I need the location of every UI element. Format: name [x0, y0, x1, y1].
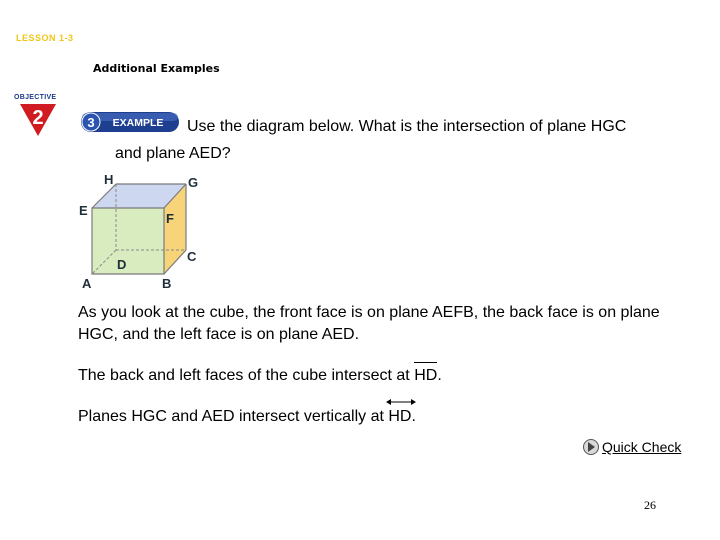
intersection-statement: The back and left faces of the cube intersect at HD. [78, 365, 442, 387]
explanation-paragraph: As you look at the cube, the front face is on plane AEFB, the back face is on plane HGC, and the left face is on plane AED. [78, 304, 660, 343]
question-line-1: Use the diagram below. What is the intersection of plane HGC [187, 118, 627, 135]
vertex-c: C [187, 249, 197, 264]
planes-statement: Planes HGC and AED intersect vertically at HD. [78, 406, 416, 428]
vertex-d: D [117, 257, 127, 272]
vertex-b: B [162, 276, 172, 291]
quick-check-button[interactable] [582, 438, 681, 456]
objective-number: 2 [32, 107, 44, 129]
question-line-2: and plane AED? [115, 145, 231, 162]
cube-front-face [92, 208, 164, 274]
example-badge [80, 111, 180, 133]
quick-check-icon [582, 438, 600, 456]
cube-diagram [76, 168, 206, 292]
objective-badge [12, 94, 64, 138]
example-number: 3 [87, 115, 95, 130]
vertex-a: A [82, 276, 92, 291]
objective-label: OBJECTIVE [14, 94, 57, 101]
example-pill-icon [80, 111, 180, 133]
intersection-text: The back and left faces of the cube intersect at [78, 367, 415, 384]
segment-hd: HD [414, 365, 437, 387]
lesson-label: LESSON 1-3 [16, 33, 74, 43]
quick-check-label[interactable]: Quick Check [602, 439, 682, 455]
vertex-h: H [104, 172, 114, 187]
example-label: EXAMPLE [112, 117, 164, 129]
line-hd: HD [388, 406, 411, 428]
vertex-f: F [166, 211, 174, 226]
planes-text: Planes HGC and AED intersect vertically at [78, 408, 389, 425]
vertex-e: E [79, 203, 88, 218]
page-title: Additional Examples [93, 62, 220, 75]
line-arrow-icon [386, 398, 416, 406]
page-number: 26 [644, 498, 656, 512]
vertex-g: G [188, 175, 199, 190]
